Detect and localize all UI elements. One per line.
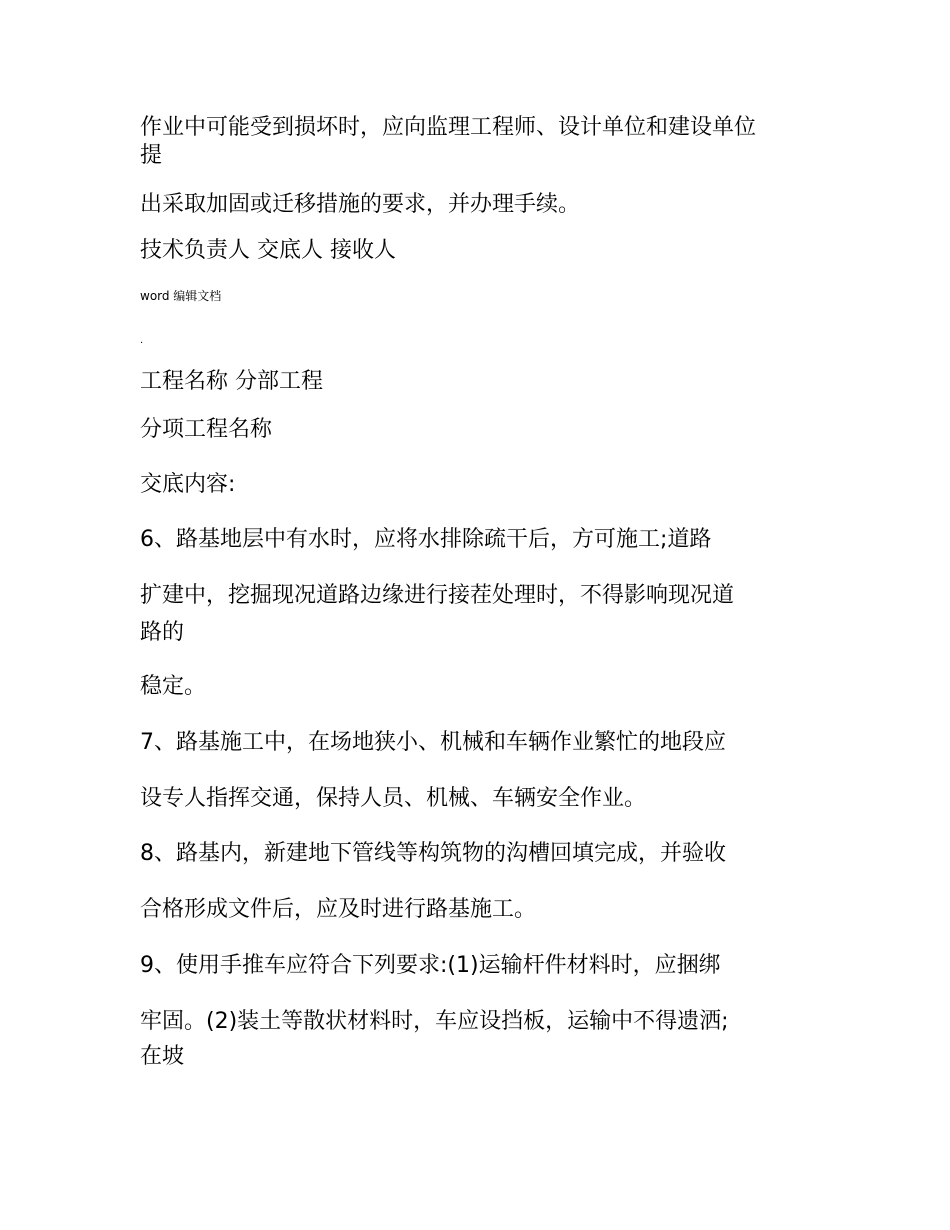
text-line: 7、路基施工中，在场地狭小、机械和车辆作业繁忙的地段应 [140,730,726,755]
text-line: 分项工程名称 [140,417,273,442]
text-line: 牢固。(2)装土等散状材料时，车应设挡板，运输中不得遗洒; [140,1009,729,1034]
text-line: 6、路基地层中有水时，应将水排除疏干后，方可施工;道路 [140,527,712,552]
text-line: 8、路基内，新建地下管线等构筑物的沟槽回填完成，并验收 [140,841,726,866]
text-line: 技术负责人 交底人 接收人 [140,238,396,263]
text-line: 设专人指挥交通，保持人员、机械、车辆安全作业。 [140,786,647,811]
text-line: 稳定。 [140,674,207,699]
text-line: 作业中可能受到损坏时，应向监理工程师、设计单位和建设单位 [140,115,757,140]
text-line: 扩建中，挖掘现况道路边缘进行接茬处理时，不得影响现况道 [140,583,735,608]
page-separator: . [140,335,144,346]
text-line: 在坡 [140,1044,185,1069]
text-line: 交底内容: [140,472,236,497]
text-line: 工程名称 分部工程 [140,369,323,394]
text-line: 路的 [140,620,185,645]
text-line: 9、使用手推车应符合下列要求:(1)运输杆件材料时，应捆绑 [140,953,721,978]
text-line: 提 [140,143,163,168]
text-line: 出采取加固或迁移措施的要求，并办理手续。 [140,192,581,217]
text-line: 合格形成文件后，应及时进行路基施工。 [140,897,537,922]
footer-label: word 编辑文档 [140,289,222,303]
